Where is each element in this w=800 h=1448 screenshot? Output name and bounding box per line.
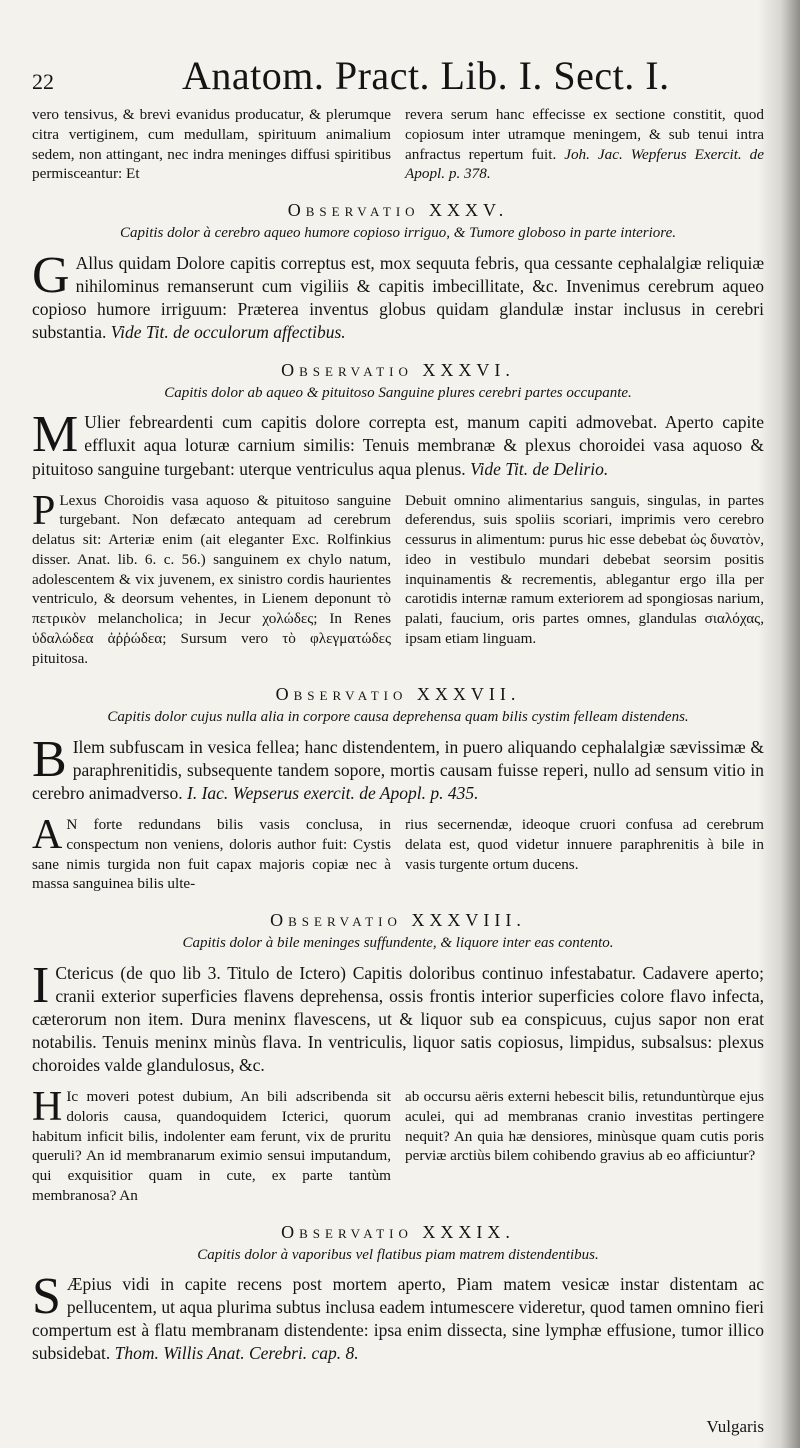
obs39-body bbox=[32, 1268, 764, 1365]
obs36-scholium-left-text: Lexus Choroidis vasa aquoso & pituitoso sanguine turgebant. Non defæcato antequam ad cerebrum delatus sit: Arteriæ enim (ait eleganter Exc. Rolfinkius disser. Anat. lib. 6. c. 56.) sanguinem ex chylo natum, adolescentem & vix juvenem, ex sinistro cordis haurientes ventriculo, & deorsum vehentes, in Lienem deponunt τὸ πετρικὸν melancholica; in Jecur χολώδες; In Renes ὑδαλώδεα ἀῤῥώδεα; Sursum vero τὸ φλεγματώδες pituitosa. bbox=[32, 491, 391, 667]
page-header bbox=[32, 52, 764, 99]
obs36-title: Observatio XXXVI. bbox=[281, 359, 515, 380]
obs35-initial: G bbox=[32, 246, 70, 304]
obs37-subtitle: Capitis dolor cujus nulla alia in corpore causa deprehensa quam bilis cystim felleam distendens. bbox=[107, 709, 689, 726]
obs37-text: Ilem subfuscam in vesica fellea; hanc distendentem, in puero aliquando cephalalgiæ sævissimæ & paraphrenitidis, subsequente tandem sopore, mortis causam fuisse reperi, nullo ad sensum vitio in cerebro animadverso. bbox=[32, 736, 764, 804]
catchword: Vulgaris bbox=[706, 1417, 764, 1436]
obs37-initial: B bbox=[32, 730, 67, 788]
obs35-text: Allus quidam Dolore capitis correptus est, mox sequuta febris, qua cessante cephalalgiæ reliquiæ nihilominus remanserunt cum vigiliis & capitis imbecillitate, &c. Invenimus cerebrum aqueo copioso humore irriguum: Præterea inventus globus quidam glandulæ instar inclusus in cerebri substantia. bbox=[32, 252, 764, 342]
obs38-subtitle: Capitis dolor à bile meninges suffundente, & liquore inter eas contento. bbox=[182, 935, 614, 952]
obs39-citation: Thom. Willis Anat. Cerebri. cap. 8. bbox=[114, 1343, 359, 1364]
obs37-scholium-left bbox=[32, 812, 391, 894]
obs35-body bbox=[32, 246, 764, 344]
page-number: 22 bbox=[32, 69, 54, 94]
obs38-scholium-initial: H bbox=[32, 1084, 63, 1131]
obs36-citation: Vide Tit. de Delirio. bbox=[470, 458, 609, 479]
obs39-title: Observatio XXXIX. bbox=[281, 1221, 515, 1242]
obs36-scholium bbox=[32, 487, 764, 669]
obs37-title: Observatio XXXVII. bbox=[275, 684, 521, 705]
obs36-text: Ulier febreardenti cum capitis dolore correpta est, manum capiti admovebat. Aperto capite effluxit aqua loturæ carnium similis: Tenuis membranæ & plexus choroidei vasa aquoso & pituitoso sanguine turgebant: uterque ventriculus aqua plenus. bbox=[32, 412, 764, 479]
obs35-citation: Vide Tit. de occulorum affectibus. bbox=[110, 321, 346, 342]
obs38-body bbox=[32, 956, 764, 1077]
binding-shadow bbox=[758, 0, 800, 1448]
carryover-right bbox=[405, 105, 764, 184]
carryover-left: vero tensivus, & brevi evanidus producatur, & plerumque citra vertiginem, cum medullam, spirituum animalium sedem, non attingant, nec indra meninges diffusi spiritibus permisceantur: Et bbox=[32, 106, 391, 183]
obs36-initial: M bbox=[32, 406, 79, 464]
carryover-citation: Joh. Jac. Wepferus Exercit. de Apopl. p. 378. bbox=[405, 145, 764, 183]
obs38-scholium-left bbox=[32, 1084, 391, 1206]
obs38-initial: I bbox=[32, 956, 50, 1014]
obs39-subtitle: Capitis dolor à vaporibus vel flatibus piam matrem distendentibus. bbox=[197, 1246, 599, 1263]
obs36-scholium-left bbox=[32, 487, 391, 669]
obs39-text: Æpius vidi in capite recens post mortem aperto, Piam matem vesicæ instar distentam ac pellucentem, ut aqua plurima subtus inclusa eadem intumescere videretur, quod tamen omnino fieri compertum est à flatu membranam distendente: ipsa enim dissecta, sine lymphæ effusione, tumor illico subsidebat. bbox=[32, 1274, 764, 1364]
obs35-subtitle: Capitis dolor à cerebro aqueo humore copioso irriguo, & Tumore globoso in parte interiore. bbox=[120, 225, 676, 241]
carryover-right-text: revera serum hanc effecisse ex sectione constitit, quod copiosum inter utramque meningem, & sub tenui intra anfractus repertum fuit. bbox=[405, 106, 764, 163]
running-title: Anatom. Pract. Lib. I. Sect. I. bbox=[182, 53, 670, 98]
obs36-scholium-right: Debuit omnino alimentarius sanguis, singulas, in partes deferendus, suis spoliis scoriari, imprimis vero cerebro cessurus in alimentum: purus hic esse debebat ὡς δυνατὸν, ideo in vestibulo mundari debebat seorsim positis inquinamentis & recrementis, ablegantur ergo illa per carotidis internæ ramum exteriorem ad spongiosas narium, palati, faucium, oris partes omnes, glandulas σιαλόχας, ipsam etiam linguam. bbox=[405, 491, 764, 647]
obs37-scholium-right: rius secernendæ, ideoque cruori confusa ad cerebrum delata est, quod videtur innuere paraphrenitis à bile in vasis turgente ortum ducens. bbox=[405, 816, 764, 873]
obs38-scholium-right: ab occursu aëris externi hebescit bilis, retunduntùrque ejus aculei, qui ad membranas cranio investitas pertingere nequit? An quia hæ densiores, minùsque quam cutis poris perviæ arctiùs bilem cohibendo gravius ab eo afficiuntur? bbox=[405, 1088, 764, 1165]
obs37-citation: I. Iac. Wepserus exercit. de Apopl. p. 435. bbox=[187, 783, 479, 804]
obs37-body bbox=[32, 730, 764, 805]
obs36-body bbox=[32, 406, 764, 480]
obs38-text: Ctericus (de quo lib 3. Titulo de Ictero) Capitis doloribus continuo infestabatur. Cadavere aperto; cranii exterior superficies flavens deprehensa, ossis frontis interior superficies colore flavo infecta, cæterorum non item. Dura meninx flavescens, ut & liquor sub ea conspicuus, cujus sapor non erat notabilis. Tenuis meninx minùs flava. In ventriculis, liquor satis copiosus, limpidus, subsalsus: plexus choroides valde glandulosus, &c. bbox=[32, 962, 764, 1076]
obs37-scholium bbox=[32, 812, 764, 894]
obs39-initial: S bbox=[32, 1268, 61, 1326]
obs37-scholium-left-text: N forte redundans bilis vasis conclusa, in conspectum non veniens, doloris author fuit: Cystis sane nimis turgida non fuit capax majoris copiæ nec à massa sanguinea bilis ulte- bbox=[32, 816, 391, 893]
obs38-scholium bbox=[32, 1084, 764, 1206]
carryover-columns bbox=[32, 105, 764, 184]
obs38-scholium-left-text: Ic moveri potest dubium, An bili adscribenda sit doloris causa, quandoquidem Icterici, quorum habitum inficit bilis, indolenter eam ferunt, vix de pruritu queruli? An id membranarum eximio sensui imputandum, qui exquisitior quam in cute, ex parte tantùm membranosa? An bbox=[32, 1088, 391, 1204]
obs36-scholium-initial: P bbox=[32, 487, 56, 534]
obs37-scholium-initial: A bbox=[32, 812, 63, 859]
obs38-title: Observatio XXXVIII. bbox=[270, 910, 526, 931]
obs35-title: Observatio XXXV. bbox=[287, 200, 509, 220]
obs36-subtitle: Capitis dolor ab aqueo & pituitoso Sanguine plures cerebri partes occupante. bbox=[164, 384, 632, 401]
book-page bbox=[32, 52, 764, 1437]
